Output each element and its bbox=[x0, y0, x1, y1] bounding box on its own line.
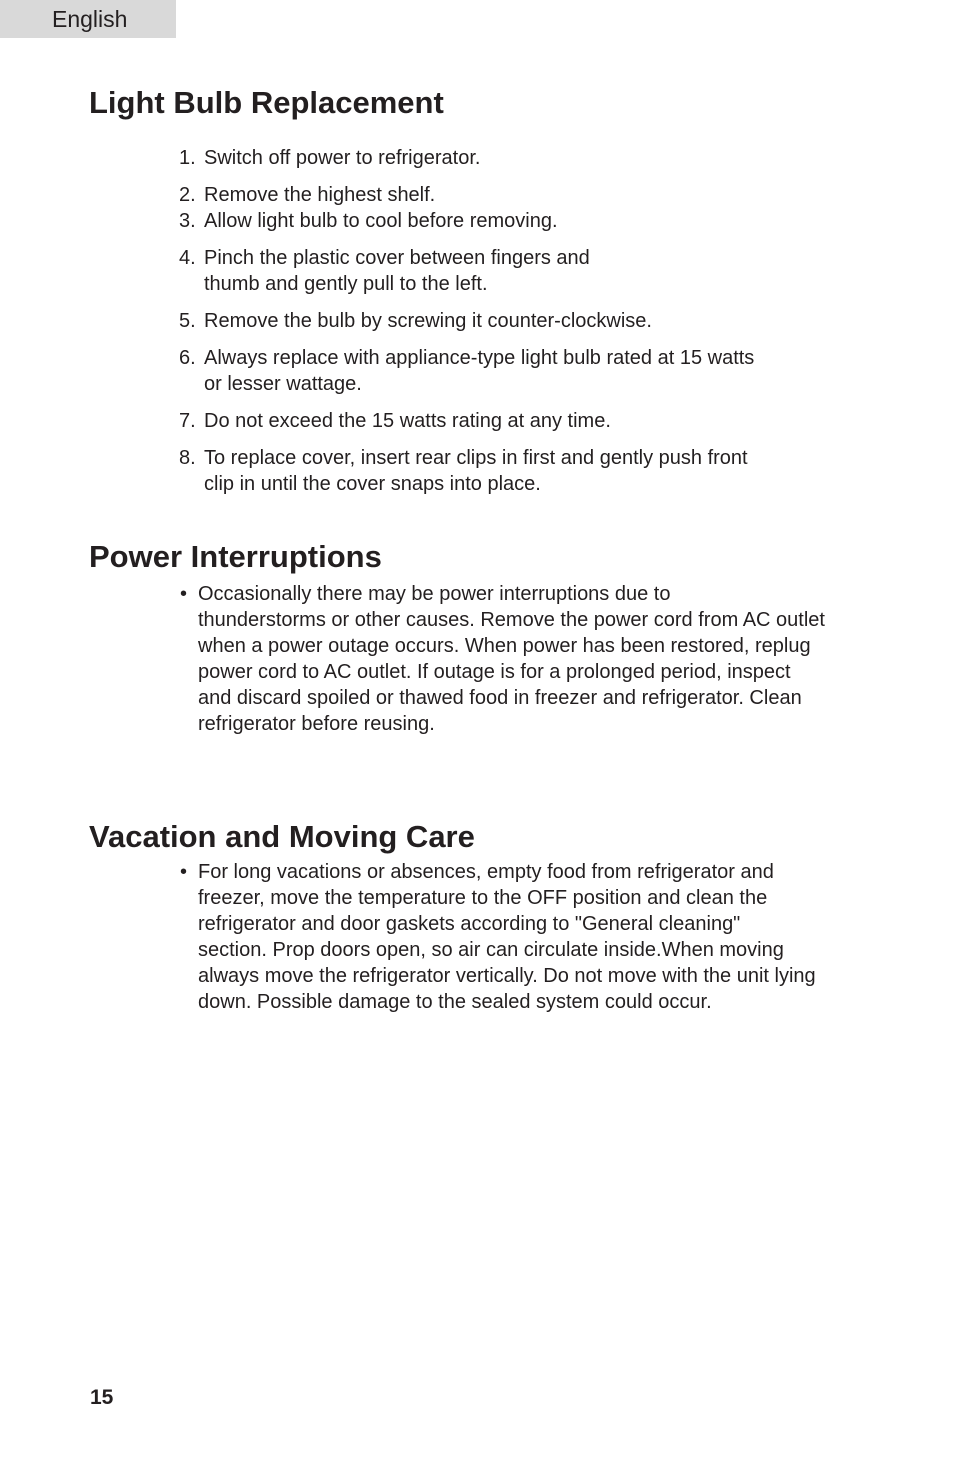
language-tab: English bbox=[0, 0, 176, 38]
step-item bbox=[179, 245, 859, 297]
power-interruptions-text: Occasionally there may be power interruptions due to thunderstorms or other causes. Remove the power cord from AC outlet when a power outage occurs. When power has been restored, replug power cord to AC outlet. If outage is for a prolonged period, inspect and discard spoiled or thawed food in freezer and refrigerator. Clean refrigerator before reusing. bbox=[198, 583, 825, 735]
step-number: 3. bbox=[179, 210, 196, 232]
step-item bbox=[179, 208, 859, 234]
step-number: 6. bbox=[179, 347, 196, 369]
vacation-moving-bullet bbox=[180, 859, 860, 1015]
light-bulb-heading: Light Bulb Replacement bbox=[89, 85, 444, 120]
step-number: 7. bbox=[179, 410, 196, 432]
vacation-moving-text: For long vacations or absences, empty food from refrigerator and freezer, move the temperature to the OFF position and clean the refrigerator and door gaskets according to "General cleaning" section. Prop doors open, so air can circulate inside.When moving always move the refrigerator vertically. Do not move with the unit lying down. Possible damage to the sealed system could occur. bbox=[198, 861, 816, 1013]
step-text: Remove the highest shelf. bbox=[204, 184, 436, 206]
step-number: 8. bbox=[179, 447, 196, 469]
step-item bbox=[179, 445, 859, 497]
step-item bbox=[179, 408, 859, 434]
step-text: Allow light bulb to cool before removing. bbox=[204, 210, 558, 232]
step-number: 5. bbox=[179, 310, 196, 332]
step-number: 4. bbox=[179, 247, 196, 269]
bullet-icon: • bbox=[180, 583, 188, 605]
step-text: Remove the bulb by screwing it counter-clockwise. bbox=[204, 310, 652, 332]
step-text: To replace cover, insert rear clips in first and gently push front clip in until the cover snaps into place. bbox=[204, 447, 748, 495]
step-text: Always replace with appliance-type light bulb rated at 15 watts or lesser wattage. bbox=[204, 347, 755, 395]
page-number: 15 bbox=[90, 1386, 114, 1409]
step-item bbox=[179, 182, 859, 208]
step-text: Switch off power to refrigerator. bbox=[204, 147, 481, 169]
step-item bbox=[179, 145, 859, 171]
step-text: Pinch the plastic cover between fingers and thumb and gently pull to the left. bbox=[204, 247, 590, 295]
step-item bbox=[179, 345, 859, 397]
power-interruptions-heading: Power Interruptions bbox=[89, 539, 382, 574]
step-item bbox=[179, 308, 859, 334]
step-number: 1. bbox=[179, 147, 196, 169]
power-interruptions-bullet bbox=[180, 581, 860, 737]
bullet-icon: • bbox=[180, 861, 188, 883]
step-text: Do not exceed the 15 watts rating at any time. bbox=[204, 410, 611, 432]
step-number: 2. bbox=[179, 184, 196, 206]
vacation-moving-heading: Vacation and Moving Care bbox=[89, 819, 475, 854]
